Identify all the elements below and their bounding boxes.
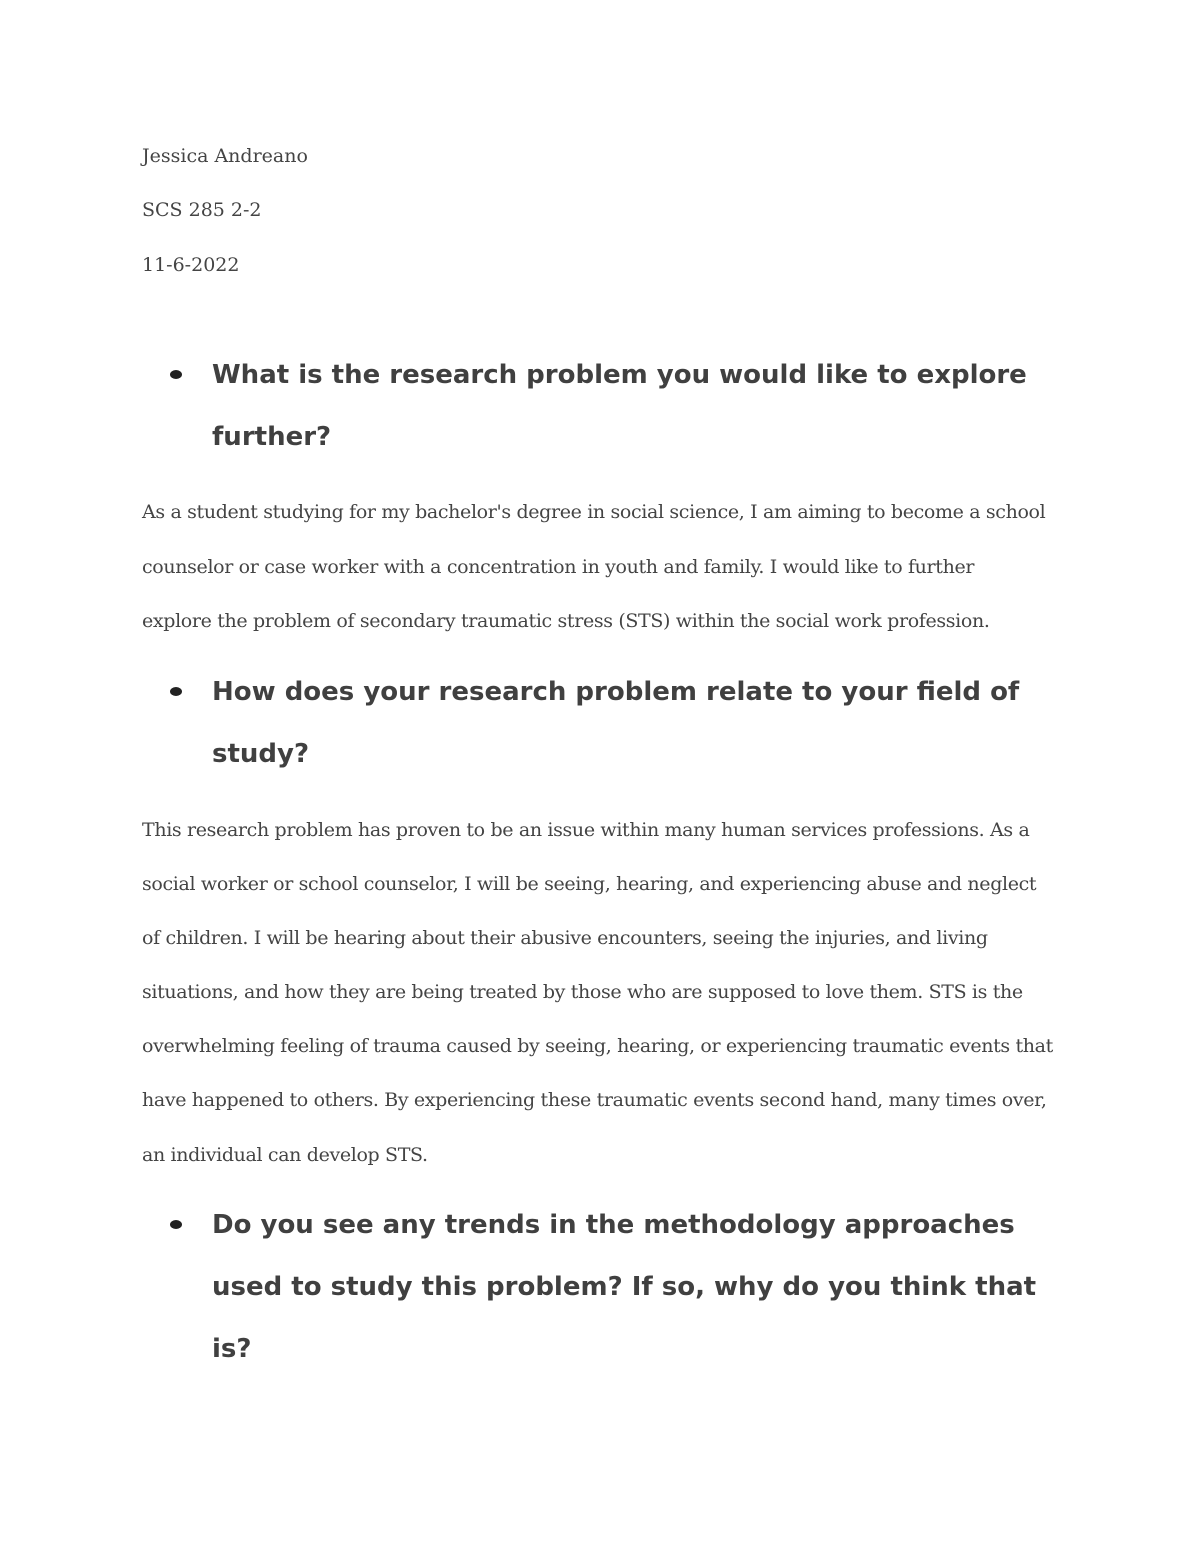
answer-1-line-3: explore the problem of secondary traumatic stress (STS) within the social work profession. <box>142 610 990 632</box>
author-name: Jessica Andreano <box>142 145 308 167</box>
answer-2-line-2: social worker or school counselor, I will be seeing, hearing, and experiencing abuse and neglect <box>142 873 1037 895</box>
answer-2-line-1: This research problem has proven to be an issue within many human services professions. As a <box>142 819 1030 841</box>
question-3-line-1: Do you see any trends in the methodology approaches <box>212 1210 1015 1240</box>
answer-2-line-3: of children. I will be hearing about their abusive encounters, seeing the injuries, and living <box>142 927 988 949</box>
bullet-icon <box>170 1220 182 1229</box>
answer-2-line-6: have happened to others. By experiencing these traumatic events second hand, many times over, <box>142 1089 1047 1111</box>
question-3-line-2: used to study this problem? If so, why do you think that <box>212 1272 1037 1302</box>
course-code: SCS 285 2-2 <box>142 199 262 221</box>
document-date: 11-6-2022 <box>142 254 240 276</box>
answer-2-line-5: overwhelming feeling of trauma caused by seeing, hearing, or experiencing traumatic events that <box>142 1035 1053 1057</box>
answer-1-line-1: As a student studying for my bachelor's degree in social science, I am aiming to become a school <box>142 501 1046 523</box>
question-2-line-2: study? <box>212 739 310 769</box>
answer-2-line-7: an individual can develop STS. <box>142 1144 428 1166</box>
bullet-icon <box>170 687 182 696</box>
question-1-line-2: further? <box>212 422 332 452</box>
question-1-line-1: What is the research problem you would like to explore <box>212 360 1027 390</box>
answer-1-line-2: counselor or case worker with a concentration in youth and family. I would like to further <box>142 556 975 578</box>
question-2-line-1: How does your research problem relate to your field of <box>212 677 1020 707</box>
answer-2-line-4: situations, and how they are being treated by those who are supposed to love them. STS is the <box>142 981 1023 1003</box>
bullet-icon <box>170 370 182 379</box>
question-3-line-3: is? <box>212 1334 252 1364</box>
